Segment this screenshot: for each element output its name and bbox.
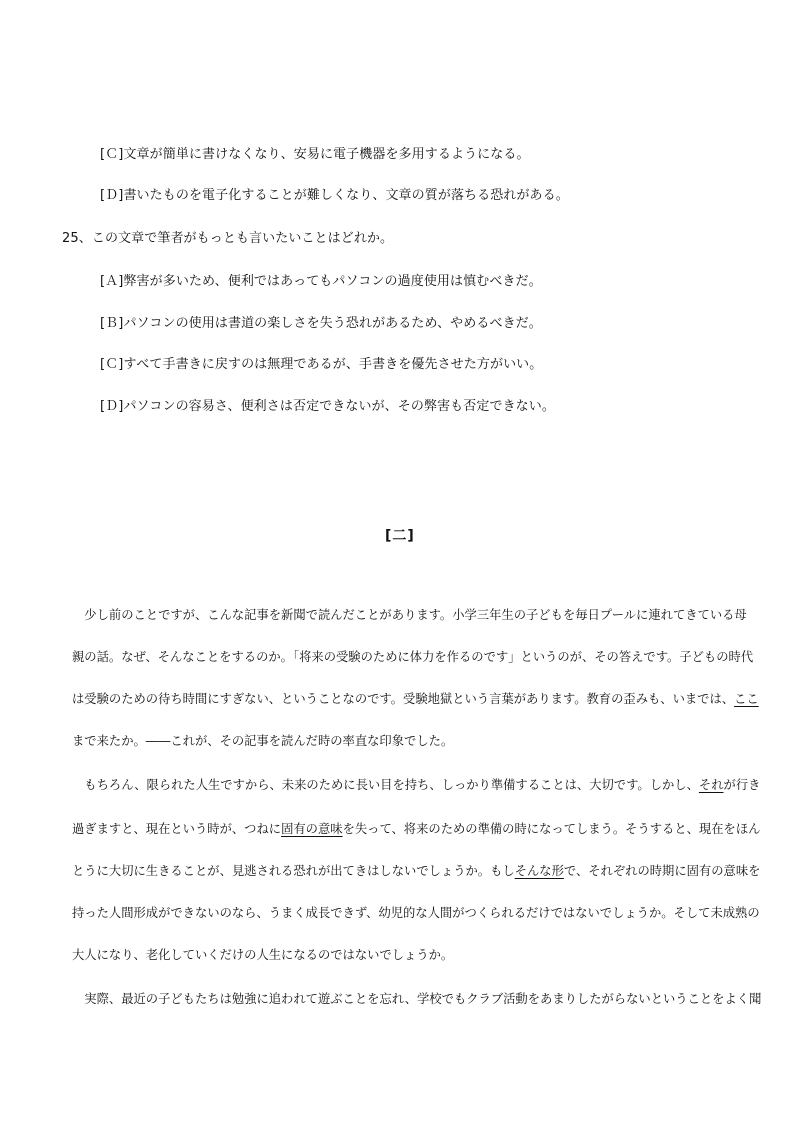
passage-text: は受験のための待ち時間にすぎない、ということなのです。受験地獄という言葉があります。教育の歪みも、いまでは、	[72, 692, 735, 706]
passage-text: を失って、将来のための準備の時になってしまう。そうすると、現在をほん	[342, 822, 761, 836]
section-title: [二]	[385, 528, 415, 544]
q25-option-a: [Ａ]弊害が多いため、便利ではあってもパソコンの過度使用は慎むべきだ。	[100, 274, 542, 289]
passage-text: 過ぎますと、現在という時が、つねに	[72, 822, 282, 836]
underlined-term-sonna-katachi: そんな形	[514, 864, 564, 878]
q24-option-d: [Ｄ]書いたものを電子化することが難しくなり、文章の質が落ちる恐れがある。	[100, 188, 569, 203]
passage-text: もちろん、限られた人生ですから、未来のために長い目を持ち、しっかり準備することは、大切です。しかし、	[72, 778, 699, 792]
passage-line: 大人になり、老化していくだけの人生になるのではないでしょうか。	[72, 948, 454, 962]
underlined-term-sore: それ	[698, 778, 724, 792]
passage-line	[72, 862, 760, 880]
passage-text: で、それぞれの時期に固有の意味を	[563, 864, 761, 878]
q25-question: 25、この文章で筆者がもっとも言いたいことはどれか。	[62, 231, 394, 246]
passage-line: 少し前のことですが、こんな記事を新聞で読んだことがあります。小学三年生の子どもを毎日プールに連れてきている母	[72, 608, 747, 622]
passage-line	[72, 690, 759, 708]
underlined-term-koyu-no-imi: 固有の意味	[281, 822, 343, 836]
underlined-term-koko: ここ	[734, 692, 759, 706]
q25-option-d: [Ｄ]パソコンの容易さ、便利さは否定できないが、その弊害も否定できない。	[100, 399, 555, 414]
passage-line: 持った人間形成ができないのなら、うまく成長できず、幼児的な人間がつくられるだけではないでしょうか。そして未成熟の	[72, 906, 760, 920]
passage-text: とうに大切に生きることが、見逃される恐れが出てきはしないでしょうか。もし	[72, 864, 515, 878]
passage-line	[72, 776, 760, 794]
passage-line: 実際、最近の子どもたちは勉強に追われて遊ぶことを忘れ、学校でもクラブ活動をあまりしたがらないということをよく聞	[72, 992, 762, 1006]
q25-option-c: [Ｃ]すべて手書きに戻すのは無理であるが、手書きを優先させた方がいい。	[100, 357, 543, 372]
passage-line: 親の話。なぜ、そんなことをするのか。「将来の受験のために体力を作るのです」というのが、その答えです。子どもの時代	[72, 650, 754, 664]
passage-line	[72, 820, 760, 838]
q24-option-c: [Ｃ]文章が簡単に書けなくなり、安易に電子機器を多用するようになる。	[100, 147, 530, 162]
passage-text: が行き	[723, 778, 761, 792]
q25-option-b: [Ｂ]パソコンの使用は書道の楽しさを失う恐れがあるため、やめるべきだ。	[100, 316, 542, 331]
passage-line: まで来たか。――これが、その記事を読んだ時の率直な印象でした。	[72, 734, 454, 748]
